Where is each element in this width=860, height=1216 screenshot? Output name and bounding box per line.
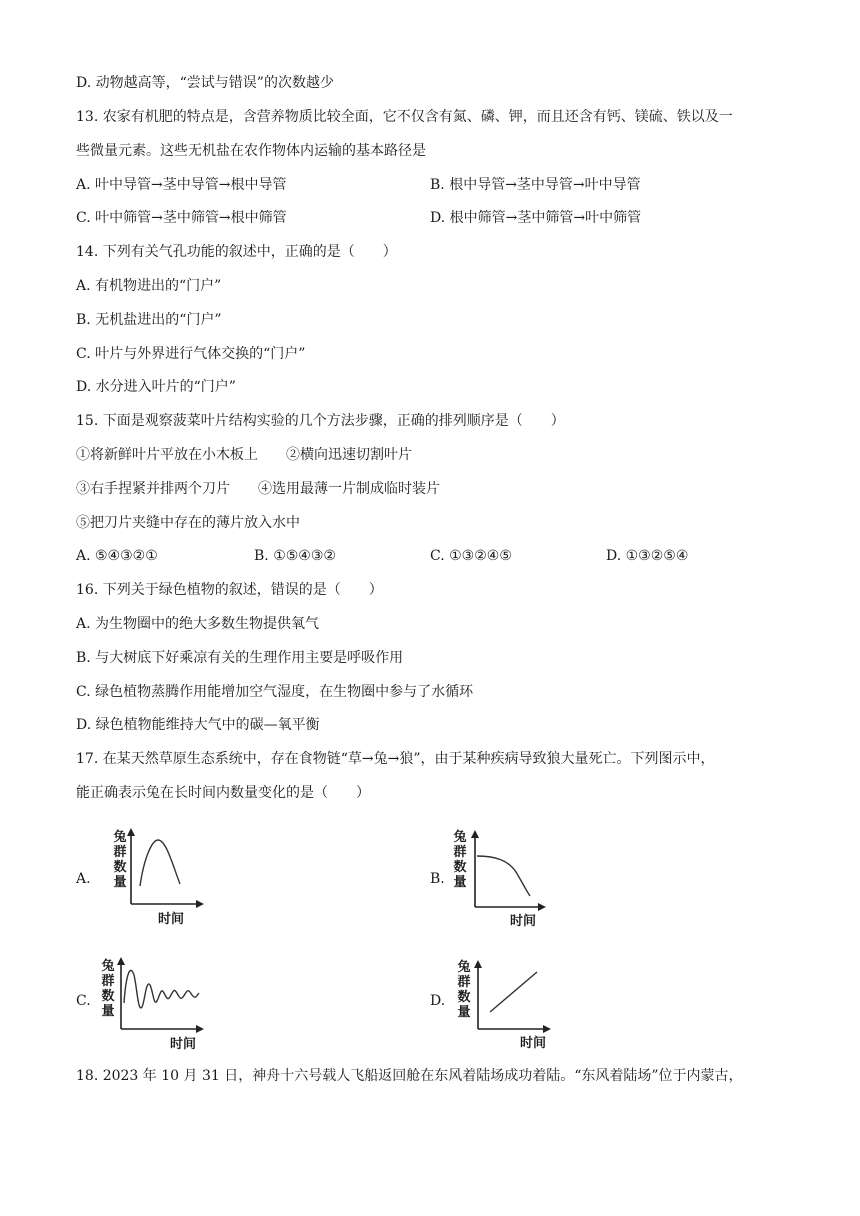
graph-b-ylabel: 兔群数量 [453,830,467,890]
graph-b-plot [450,828,560,910]
graph-c-ylabel: 兔群数量 [101,959,115,1019]
q15-option-c: C. ①③②④⑤ [430,548,512,564]
graph-d-curve [490,972,537,1012]
q16-option-d: D. 绿色植物能维持大气中的碳—氧平衡 [76,717,320,733]
q17-option-c-letter: C. [76,993,91,1009]
graph-d-plot [452,958,562,1034]
q13-option-c: C. 叶中筛管→茎中筛管→根中筛管 [76,210,287,226]
graph-c-curve [124,970,199,1008]
q13-option-b: B. 根中导管→茎中导管→叶中导管 [430,177,641,193]
q13-option-d: D. 根中筛管→茎中筛管→叶中筛管 [430,210,642,226]
graph-c-xlabel: 时间 [170,1037,197,1052]
q16-stem: 16. 下列关于绿色植物的叙述，错误的是（ ） [76,582,383,598]
q15-option-a: A. ⑤④③②① [76,548,158,564]
q17-stem-line1: 17. 在某天然草原生态系统中，存在食物链“草→兔→狼”，由于某种疾病导致狼大量死亡。下列图示中， [76,751,715,767]
graph-c-plot [100,955,210,1035]
q15-steps-line1: ①将新鲜叶片平放在小木板上 ②横向迅速切割叶片 [76,447,412,463]
q16-option-a: A. 为生物圈中的绝大多数生物提供氧气 [76,616,320,632]
graph-b-curve [477,856,530,896]
graph-a-xlabel: 时间 [158,912,185,927]
q13-option-a: A. 叶中导管→茎中导管→根中导管 [76,177,287,193]
graph-a-ylabel: 兔群数量 [113,830,127,890]
q17-option-a-letter: A. [76,871,91,887]
graph-b-xlabel: 时间 [510,914,537,929]
q17-option-b-letter: B. [430,871,445,887]
q13-stem-line2: 些微量元素。这些无机盐在农作物体内运输的基本路径是 [76,143,426,159]
q12-option-d: D. 动物越高等，“尝试与错误”的次数越少 [76,75,334,91]
q15-option-d: D. ①③②⑤④ [606,548,689,564]
q15-option-b: B. ①⑤④③② [254,548,336,564]
q17-option-d-letter: D. [430,993,446,1009]
q14-option-d: D. 水分进入叶片的“门户” [76,379,236,395]
q17-graph-a [100,828,210,928]
q17-graph-b [450,828,560,928]
q17-graph-d [452,958,562,1058]
q14-option-a: A. 有机物进出的“门户” [76,278,222,294]
q17-stem-line2: 能正确表示兔在长时间内数量变化的是（ ） [76,785,370,801]
q15-steps-line3: ⑤把刀片夹缝中存在的薄片放入水中 [76,515,300,531]
q15-stem: 15. 下面是观察菠菜叶片结构实验的几个方法步骤，正确的排列顺序是（ ） [76,413,565,429]
q18-stem: 18. 2023 年 10 月 31 日，神舟十六号载人飞船返回舱在东风着陆场成功着陆。“东风着陆场”位于内蒙古， [76,1068,743,1084]
q13-stem-line1: 13. 农家有机肥的特点是，含营养物质比较全面，它不仅含有氮、磷、钾，而且还含有钙、镁硫、铁以及一 [76,109,733,125]
graph-a-curve [140,840,180,886]
q15-steps-line2: ③右手捏紧并排两个刀片 ④选用最薄一片制成临时装片 [76,481,440,497]
q14-option-b: B. 无机盐进出的“门户” [76,312,222,328]
graph-d-ylabel: 兔群数量 [457,960,471,1020]
q14-stem: 14. 下列有关气孔功能的叙述中，正确的是（ ） [76,244,397,260]
q14-option-c: C. 叶片与外界进行气体交换的“门户” [76,346,306,362]
q16-option-c: C. 绿色植物蒸腾作用能增加空气湿度，在生物圈中参与了水循环 [76,684,474,700]
graph-a-plot [100,828,210,908]
graph-d-xlabel: 时间 [520,1036,547,1051]
q17-graph-c [100,955,210,1055]
q16-option-b: B. 与大树底下好乘凉有关的生理作用主要是呼吸作用 [76,650,404,666]
